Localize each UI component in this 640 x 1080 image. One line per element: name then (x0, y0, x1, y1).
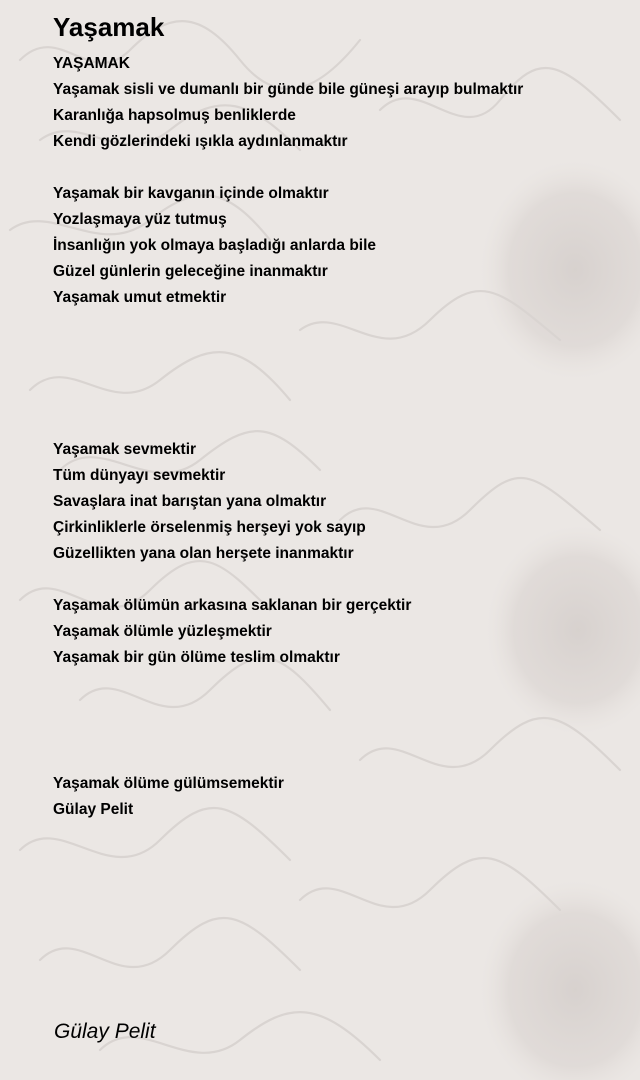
poem-signature: Gülay Pelit (54, 1020, 156, 1043)
poem-author-line: Gülay Pelit (53, 801, 134, 818)
poem-line: Yaşamak ölümün arkasına saklanan bir gerçektir (53, 597, 412, 614)
poem-line: Karanlığa hapsolmuş benliklerde (53, 107, 296, 124)
poem-line: Tüm dünyayı sevmektir (53, 467, 226, 484)
poem-line: YAŞAMAK (53, 55, 130, 72)
poem-line: Çirkinliklerle örselenmiş herşeyi yok sayıp (53, 519, 366, 536)
poem-line: Güzel günlerin geleceğine inanmaktır (53, 263, 328, 280)
poem-line: Güzellikten yana olan herşete inanmaktır (53, 545, 354, 562)
poem-line: Yozlaşmaya yüz tutmuş (53, 211, 227, 228)
poem-line: Savaşlara inat barıştan yana olmaktır (53, 493, 327, 510)
poem-line: Yaşamak umut etmektir (53, 289, 227, 306)
poem-line: Yaşamak bir kavganın içinde olmaktır (53, 185, 329, 202)
poem-line: Yaşamak ölüme gülümsemektir (53, 775, 284, 792)
poem-line: Yaşamak ölümle yüzleşmektir (53, 623, 272, 640)
poem-line: Yaşamak bir gün ölüme teslim olmaktır (53, 649, 340, 666)
poem-line: Yaşamak sevmektir (53, 441, 197, 458)
poem-line: Yaşamak sisli ve dumanlı bir günde bile güneşi arayıp bulmaktır (53, 81, 524, 98)
poem-line: İnsanlığın yok olmaya başladığı anlarda bile (53, 237, 377, 254)
poem-line: Kendi gözlerindeki ışıkla aydınlanmaktır (53, 133, 348, 150)
poem-title: Yaşamak (53, 12, 165, 42)
